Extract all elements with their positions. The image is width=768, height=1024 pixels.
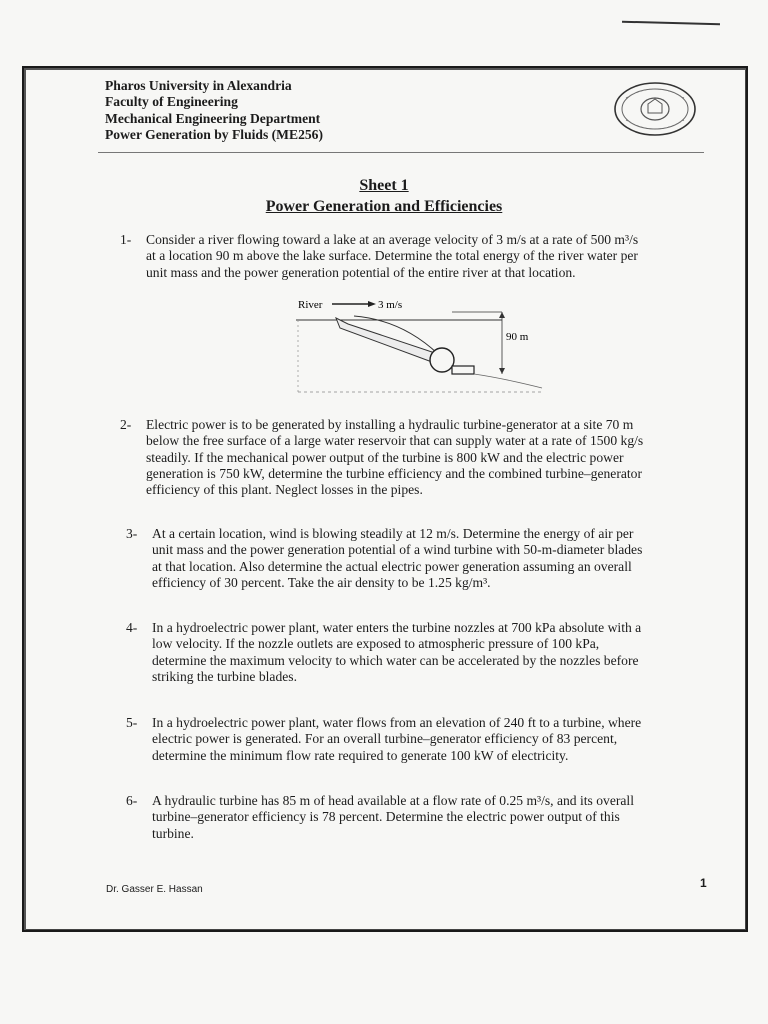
outlet-pipe [452, 366, 474, 374]
question-line: determine the maximum velocity to which water can be accelerated by the nozzles before [152, 652, 639, 668]
faculty-name: Faculty of Engineering [105, 94, 238, 110]
header-divider [98, 152, 704, 153]
question-line: In a hydroelectric power plant, water flows from an elevation of 240 ft to a turbine, where [152, 715, 642, 730]
question-number: 4- [126, 620, 138, 635]
question-number: 2- [120, 417, 132, 432]
question-line: efficiency of 30 percent. Take the air density to be 1.25 kg/m³. [152, 574, 491, 590]
question-line: striking the turbine blades. [152, 668, 297, 684]
dimension-arrow-icon [499, 312, 505, 318]
question-5 [126, 715, 712, 764]
question-line: below the free surface of a large water reservoir that can supply water at a rate of 1500 kg/s [146, 433, 644, 449]
question-6 [126, 793, 712, 842]
document-header [105, 78, 323, 143]
page-number: 1 [700, 876, 707, 890]
question-3 [126, 526, 712, 591]
penstock-pipe [336, 318, 438, 362]
question-line: at that location. Also determine the actual electric power generation assuming an overall [152, 558, 632, 574]
department-name: Mechanical Engineering Department [105, 110, 321, 126]
question-line: steadily. If the mechanical power output of the turbine is 800 kW and the electric power [146, 449, 624, 465]
question-line: electric power is generated. For an overall turbine–generator efficiency of 83 percent, [152, 731, 618, 747]
question-line: low velocity. If the nozzle outlets are exposed to atmospheric pressure of 100 kPa, [152, 636, 600, 652]
question-line: determine the minimum flow rate required to generate 100 kW of electricity. [152, 747, 569, 763]
question-number: 3- [126, 526, 138, 541]
scratch-mark [622, 21, 720, 26]
question-line: Consider a river flowing toward a lake at an average velocity of 3 m/s at a rate of 500 m³/s [146, 232, 639, 247]
arrow-head-icon [368, 301, 376, 307]
author-footer: Dr. Gasser E. Hassan [106, 884, 203, 895]
question-line: at a location 90 m above the lake surface. Determine the total energy of the river water per [146, 248, 638, 264]
river-label: River [298, 299, 323, 311]
river-dam-diagram [292, 296, 552, 396]
velocity-label: 3 m/s [378, 299, 403, 311]
dimension-arrow-icon [499, 368, 505, 374]
sheet-subtitle: Power Generation and Efficiencies [265, 198, 503, 215]
question-line: turbine. [152, 825, 194, 841]
question-line: unit mass and the power generation potential of the entire river at that location. [146, 264, 576, 280]
question-number: 1- [120, 232, 132, 247]
question-line: A hydraulic turbine has 85 m of head available at a flow rate of 0.25 m³/s, and its overall [152, 793, 634, 808]
question-line: efficiency of this plant. Neglect losses in the pipes. [146, 482, 423, 498]
question-2 [120, 417, 716, 498]
question-line: Electric power is to be generated by installing a hydraulic turbine-generator at a site 70 m [146, 417, 634, 432]
question-4 [126, 620, 712, 685]
question-line: In a hydroelectric power plant, water enters the turbine nozzles at 700 kPa absolute with a [152, 620, 642, 635]
question-line: generation is 750 kW, determine the turbine efficiency and the combined turbine–generator [146, 465, 642, 481]
question-1 [120, 232, 716, 281]
sheet-title: Sheet 1 [359, 177, 409, 194]
question-line: turbine–generator efficiency is 78 percent. Determine the electric power output of this [152, 809, 620, 825]
question-line: At a certain location, wind is blowing steadily at 12 m/s. Determine the energy of air per [152, 526, 634, 541]
university-name: Pharos University in Alexandria [105, 78, 292, 93]
course-name: Power Generation by Fluids (ME256) [105, 126, 323, 142]
lake-surface-line [474, 374, 542, 388]
university-seal-icon [608, 80, 702, 138]
turbine-icon [430, 348, 454, 372]
question-line: unit mass and the power generation potential of a wind turbine with 50-m-diameter blades [152, 542, 643, 558]
question-number: 5- [126, 715, 138, 730]
question-number: 6- [126, 793, 138, 808]
height-label: 90 m [506, 331, 529, 343]
